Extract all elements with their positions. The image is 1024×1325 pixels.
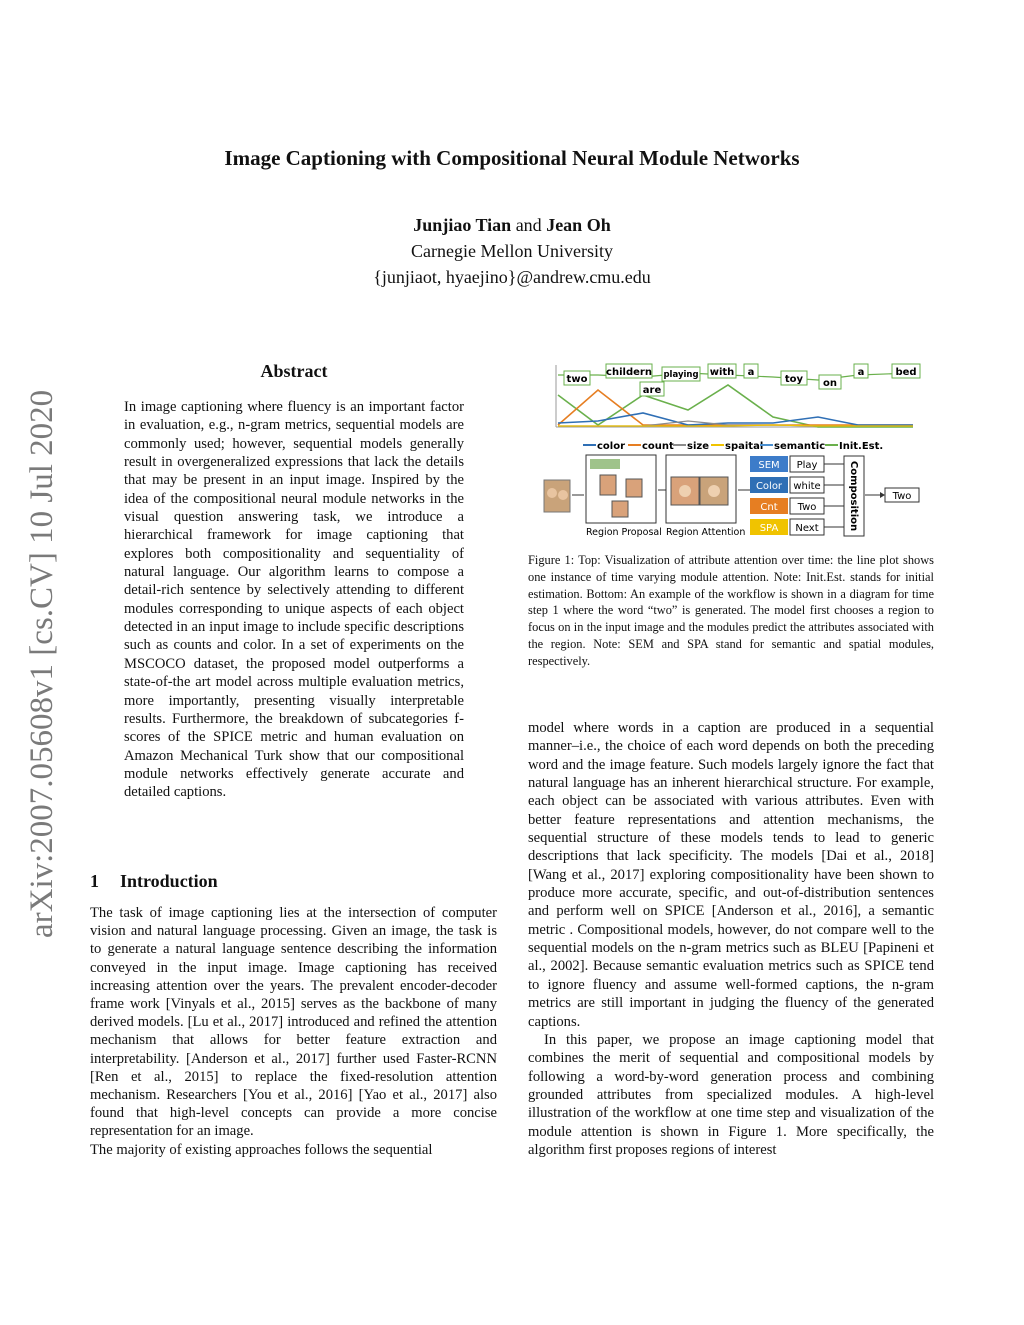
legend-init-est: Init.Est. bbox=[839, 441, 884, 452]
author-1: Junjiao Tian bbox=[413, 215, 512, 235]
plot-legend bbox=[583, 441, 883, 452]
legend-semantic: semantic bbox=[774, 441, 826, 452]
author-conjunction: and bbox=[515, 215, 542, 235]
intro-left-column bbox=[90, 904, 497, 1159]
word-labels bbox=[564, 364, 920, 396]
attention-plot bbox=[556, 364, 920, 427]
series-color bbox=[558, 413, 913, 425]
arxiv-stamp: arXiv:2007.05608v1 [cs.CV] 10 Jul 2020 bbox=[24, 389, 60, 938]
region-attention-label: Region Attention bbox=[666, 527, 746, 538]
paper-title: Image Captioning with Compositional Neural Module Networks bbox=[224, 146, 800, 170]
region-proposal-label: Region Proposal bbox=[586, 527, 662, 538]
module-sem-output: Play bbox=[796, 460, 818, 471]
composition-label: Composition bbox=[848, 460, 859, 532]
figure-1 bbox=[528, 355, 938, 545]
author-2: Jean Oh bbox=[546, 215, 611, 235]
legend-count: count bbox=[642, 441, 674, 452]
word-label: two bbox=[566, 374, 588, 385]
word-label: are bbox=[642, 385, 662, 396]
word-label: bed bbox=[895, 367, 917, 378]
series-count bbox=[558, 390, 913, 425]
section-heading bbox=[90, 871, 218, 892]
figure-caption: Figure 1: Top: Visualization of attribute attention over time: the line plot shows one instance of time varying module attention. Note: Init.Est. stands for initial estimation. Bottom: An example of the workflow is shown in a diagram for time step 1 where the word “two” is generated. The model first chooses a region to focus on in the input image and the modules predict the attributes associated with the region. Note: SEM and SPA stand for semantic and spatial modules, respectively. bbox=[528, 553, 934, 668]
word-label: childern bbox=[606, 367, 652, 378]
word-label: with bbox=[709, 367, 735, 378]
module-stack bbox=[750, 456, 824, 535]
abstract-text: In image captioning where fluency is an important factor in evaluation, e.g., n-gram metrics, sequential models are commonly used; however, sequential models generally result in overgeneralized expressions that lack the details that may be present in an input image. Inspired by the idea of the compositional neural module networks in the visual question answering task, we introduce a hierarchical framework for image captioning that explores both compositionality and sequentiality of natural language. Our algorithm learns to compose a detail-rich sentence by selectively attending to different modules corresponding to unique aspects of each object detected in an input image to include specific descriptions such as counts and color. In a set of experiments on the MSCOCO dataset, the proposed model outperforms a state-of-the art model across multiple evaluation metrics, more importantly, presenting visually interpretable results. Furthermore, the breakdown of subcategories f-scores of the SPICE metric and human evaluation on Amazon Mechanical Turk show that our compositional module networks effectively generate accurate and detailed captions. bbox=[124, 399, 464, 801]
legend-size: size bbox=[687, 441, 709, 452]
figure-1-diagram bbox=[528, 355, 938, 545]
abstract-heading: Abstract bbox=[260, 361, 328, 381]
module-color-output: white bbox=[793, 481, 821, 492]
intro-paragraph-4: In this paper, we propose an image captioning model that combines the merit of sequential and compositional models by following a word-by-word generation process and combining grounded attributes from specialized modules. A high-level illustration of the workflow at one time step and visualization of the module attention is shown in Figure 1. More specifically, the algorithm first proposes regions of interest bbox=[528, 1031, 934, 1158]
section-title: Introduction bbox=[120, 871, 218, 891]
intro-right-column bbox=[528, 719, 934, 1159]
affiliation: Carnegie Mellon University bbox=[411, 241, 613, 261]
final-output: Two bbox=[892, 491, 912, 502]
workflow-diagram bbox=[544, 455, 919, 538]
module-cnt-output: Two bbox=[797, 502, 817, 513]
section-number: 1 bbox=[90, 871, 99, 891]
author-block bbox=[0, 212, 1024, 290]
word-label: on bbox=[823, 378, 837, 389]
intro-paragraph-3: model where words in a caption are produced in a sequential manner–i.e., the choice of each word depends on both the preceding word and the image feature. Such models largely ignore the fact that natural language has an inherent hierarchical structure. For example, each object can be associated with various attributes. Even with better feature representations and attention mechanisms, the sequential structure of these models tends to lead to generic descriptions that lack specificity. The models [Dai et al., 2018] [Wang et al., 2017] exploring compositionality have been shown to produce more accurate, specific, and out-of-distribution sentences and perform well on SPICE [Anderson et al., 2016], a semantic metric . Compositional models, however, do not compare well to the sequential models on the n-gram metrics such as BLEU [Papineni et al., 2002]. Because semantic evaluation metrics such as SPICE tend to ignore fluency and assume well-formed captions, the n-gram metrics are still important in judging the fluency of the generated captions. bbox=[528, 720, 934, 1030]
svg-text:SPA: SPA bbox=[759, 523, 779, 534]
legend-spaital: spaital bbox=[725, 441, 764, 452]
svg-text:Cnt: Cnt bbox=[760, 502, 778, 513]
legend-color: color bbox=[597, 441, 626, 452]
svg-text:SEM: SEM bbox=[758, 460, 780, 471]
word-label: toy bbox=[784, 374, 804, 385]
intro-paragraph-1: The task of image captioning lies at the intersection of computer vision and natural language processing. Given an image, the task is to generate a natural language sentence describing the information conveyed in the input image. Image captioning has received increasing attention over the years. The prevalent encoder-decoder frame work [Vinyals et al., 2015] serves as the backbone of many derived models. [Lu et al., 2017] introduced and refined the attention mechanism that allows for better feature extraction and interpretability. [Anderson et al., 2017] further used Faster-RCNN [Ren et al., 2015] to replace the fixed-resolution attention mechanism. Researchers [You et al., 2016] [Yao et al., 2017] also found that high-level concepts can provide a more concise representation for an image. bbox=[90, 905, 497, 1140]
email: {junjiaot, hyaejino}@andrew.cmu.edu bbox=[373, 267, 651, 287]
intro-paragraph-2: The majority of existing approaches follows the sequential bbox=[90, 1141, 433, 1158]
word-label: a bbox=[747, 367, 755, 378]
word-label: playing bbox=[663, 370, 699, 380]
module-spa-output: Next bbox=[795, 523, 819, 534]
word-label: a bbox=[857, 367, 865, 378]
svg-text:Color: Color bbox=[755, 481, 783, 492]
series-init-est bbox=[558, 385, 913, 427]
